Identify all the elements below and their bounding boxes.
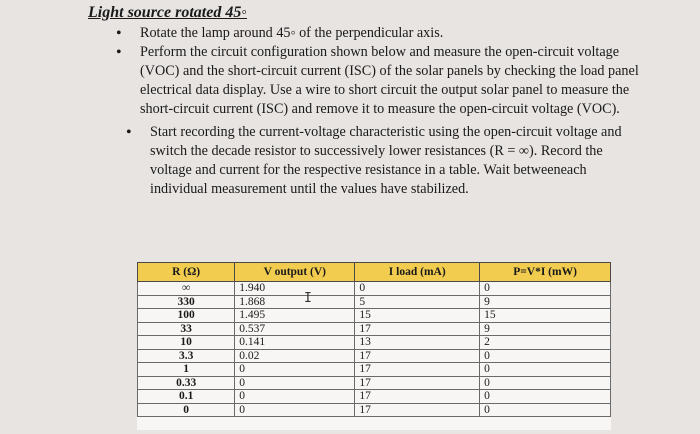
cell-resistance: 33 (138, 322, 235, 336)
cell-resistance: 0 (138, 403, 235, 417)
cell-power[interactable]: 15 (480, 309, 611, 323)
cell-resistance: 1 (138, 363, 235, 377)
table-row (138, 336, 611, 350)
cell-resistance: 100 (138, 309, 235, 323)
cell-voltage[interactable]: 1.940 (235, 282, 355, 296)
cell-resistance: 10 (138, 336, 235, 350)
table-row (138, 349, 611, 363)
table-row (138, 390, 611, 404)
cell-power[interactable]: 0 (480, 390, 611, 404)
cell-voltage[interactable]: 0 (235, 390, 355, 404)
cell-power[interactable]: 2 (480, 336, 611, 350)
table-row (138, 363, 611, 377)
table-row (138, 295, 611, 309)
cell-current[interactable]: 13 (355, 336, 480, 350)
table-row (138, 322, 611, 336)
cell-power[interactable]: 0 (480, 282, 611, 296)
cell-resistance: 0.33 (138, 376, 235, 390)
cell-power[interactable]: 0 (480, 376, 611, 390)
list-item-text: Rotate the lamp around 45◦ of the perpendicular axis. (140, 25, 444, 41)
table-row (138, 282, 611, 296)
cell-current[interactable]: 17 (355, 322, 480, 336)
table-header-row (138, 263, 611, 282)
header-current: I load (mA) (355, 263, 480, 282)
cell-power[interactable]: 0 (480, 349, 611, 363)
cell-current[interactable]: 17 (355, 390, 480, 404)
table-row (138, 309, 611, 323)
cell-power[interactable]: 9 (480, 322, 611, 336)
cell-power[interactable]: 0 (480, 363, 611, 377)
list-item-text: Perform the circuit configuration shown below and measure the open-circuit voltage (VOC) and the short-circuit current (ISC) of the solar panels by checking the load panel electrical data display. Use a wire to short circuit the output solar panel to measure the short-circuit current (ISC) and remove it to measure the open-circuit voltage (VOC). (140, 44, 639, 117)
cell-resistance: 330 (138, 295, 235, 309)
cell-current[interactable]: 17 (355, 363, 480, 377)
cell-power[interactable]: 0 (480, 403, 611, 417)
cell-voltage[interactable]: 1.868 (235, 295, 355, 309)
list-item (110, 24, 640, 43)
table-row (138, 403, 611, 417)
table-row (138, 376, 611, 390)
list-item-text: Start recording the current-voltage characteristic using the open-circuit voltage and switch the decade resistor to successively lower resistances (R = ∞). Record the voltage and current for the respective resistance in a table. Wait betweeneach individual measurement until the values have stabilized. (150, 124, 622, 197)
list-item (110, 123, 640, 199)
cell-current[interactable]: 5 (355, 295, 480, 309)
instruction-list (110, 24, 640, 199)
cell-current[interactable]: 17 (355, 376, 480, 390)
cell-resistance: 3.3 (138, 349, 235, 363)
measurement-table-container (137, 262, 611, 430)
cell-power[interactable]: 9 (480, 295, 611, 309)
cell-current[interactable]: 17 (355, 403, 480, 417)
cell-current[interactable]: 15 (355, 309, 480, 323)
bullet-icon: • (126, 124, 132, 141)
bullet-icon: • (116, 25, 122, 42)
cell-current[interactable]: 0 (355, 282, 480, 296)
header-power: P=V*I (mW) (480, 263, 611, 282)
header-voltage: V output (V) (235, 263, 355, 282)
cell-voltage[interactable]: 0 (235, 363, 355, 377)
header-resistance: R (Ω) (138, 263, 235, 282)
cell-voltage[interactable]: 1.495 (235, 309, 355, 323)
cell-resistance: 0.1 (138, 390, 235, 404)
list-item (110, 43, 640, 119)
cell-current[interactable]: 17 (355, 349, 480, 363)
cell-voltage[interactable]: 0 (235, 403, 355, 417)
bullet-icon: • (116, 44, 122, 61)
cell-voltage[interactable]: 0.02 (235, 349, 355, 363)
section-title: Light source rotated 45◦ (88, 4, 248, 21)
cell-resistance: ∞ (138, 282, 235, 296)
measurement-table (137, 262, 611, 417)
cell-voltage[interactable]: 0.141 (235, 336, 355, 350)
cell-voltage[interactable]: 0.537 (235, 322, 355, 336)
cell-voltage[interactable]: 0 (235, 376, 355, 390)
text-cursor-icon: I (304, 291, 312, 306)
